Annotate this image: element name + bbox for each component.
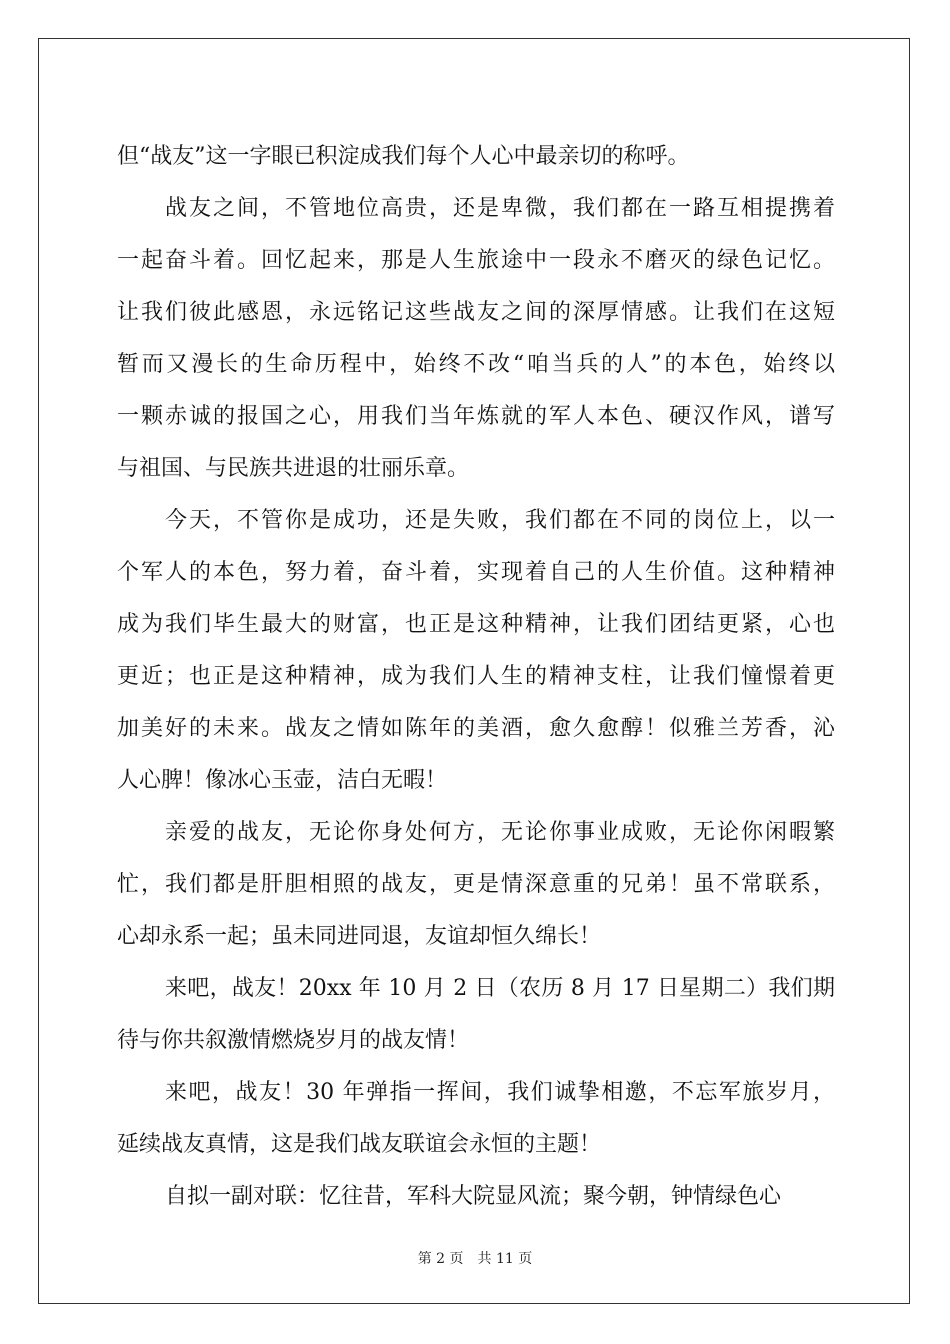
page-footer: 第 2 页 共 11 页 (417, 1251, 533, 1267)
text-line: 个军人的本色，努力着，奋斗着，实现着自己的人生价值。这种精神 (117, 560, 835, 585)
paragraph-first-line: 亲爱的战友，无论你身处何方，无论你事业成败，无论你闲暇繁 (165, 820, 835, 845)
text-line: 更近；也正是这种精神，成为我们人生的精神支柱，让我们憧憬着更 (117, 664, 835, 689)
paragraph-first-line: 来吧，战友！20xx 年 10 月 2 日（农历 8 月 17 日星期二）我们期 (165, 976, 835, 1001)
document-page (38, 38, 910, 1304)
paragraph-first-line: 战友之间，不管地位高贵，还是卑微，我们都在一路互相提携着 (165, 196, 835, 221)
paragraph-first-line: 自拟一副对联：忆往昔，军科大院显风流；聚今朝，钟情绿色心 (165, 1184, 782, 1209)
text-line: 与祖国、与民族共进退的壮丽乐章。 (117, 456, 470, 481)
text-line: 一起奋斗着。回忆起来，那是人生旅途中一段永不磨灭的绿色记忆。 (117, 248, 835, 273)
text-line: 忙，我们都是肝胆相照的战友，更是情深意重的兄弟！虽不常联系， (117, 872, 835, 897)
text-line: 人心脾！像冰心玉壶，洁白无暇！ (117, 768, 448, 793)
paragraph-first-line: 来吧，战友！30 年弹指一挥间，我们诚挚相邀，不忘军旅岁月， (165, 1080, 835, 1105)
text-line: 暂而又漫长的生命历程中，始终不改“咱当兵的人”的本色，始终以 (117, 352, 835, 377)
text-line: 待与你共叙激情燃烧岁月的战友情！ (117, 1028, 470, 1053)
paragraph-first-line: 今天，不管你是成功，还是失败，我们都在不同的岗位上，以一 (165, 508, 835, 533)
document-body (117, 131, 835, 1223)
text-line: 延续战友真情，这是我们战友联谊会永恒的主题！ (117, 1132, 602, 1157)
text-line: 一颗赤诚的报国之心，用我们当年炼就的军人本色、硬汉作风，谱写 (117, 404, 835, 429)
text-line: 心却永系一起；虽未同进同退，友谊却恒久绵长！ (117, 924, 602, 949)
text-line: 成为我们毕生最大的财富，也正是这种精神，让我们团结更紧，心也 (117, 612, 835, 637)
text-line: 但“战友”这一字眼已积淀成我们每个人心中最亲切的称呼。 (117, 144, 690, 169)
text-line: 让我们彼此感恩，永远铭记这些战友之间的深厚情感。让我们在这短 (117, 300, 835, 325)
text-line: 加美好的未来。战友之情如陈年的美酒，愈久愈醇！似雅兰芳香，沁 (117, 716, 835, 741)
